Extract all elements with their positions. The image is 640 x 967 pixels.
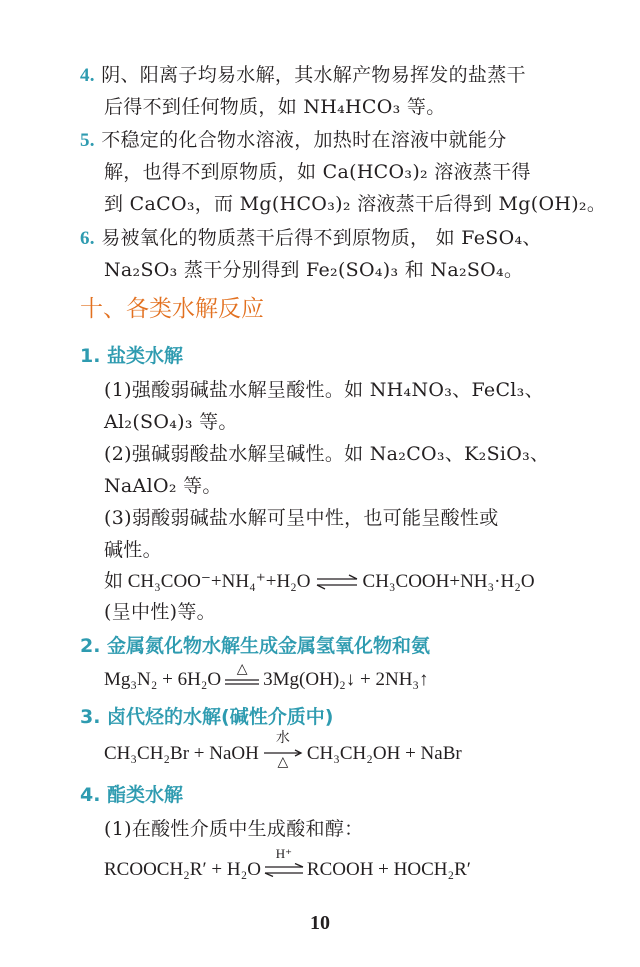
- sub1-equation: [104, 568, 535, 596]
- item-5-line-3: 到 CaCO₃，而 Mg(HCO₃)₂ 溶液蒸干后得到 Mg(OH)₂。: [104, 193, 607, 215]
- sub2-equation: [104, 662, 429, 694]
- sub3-equation: [104, 731, 462, 770]
- sub2-title: 2. 金属氮化物水解生成金属氢氧化物和氨: [80, 635, 431, 657]
- sub4-p1: (1)在酸性介质中生成酸和醇：: [104, 818, 364, 840]
- sub1-p2b: NaAlO₂ 等。: [104, 475, 222, 497]
- sub1-p2a: (2)强碱弱酸盐水解呈碱性。如 Na₂CO₃、K₂SiO₃、: [104, 443, 550, 465]
- sub3-eq-cond-bottom: △: [277, 755, 289, 770]
- equilibrium-arrow-icon: [264, 863, 304, 877]
- section-heading: 十、各类水解反应: [80, 296, 264, 322]
- item-4-line-1: [80, 62, 526, 89]
- sub1-eq-left: 如 CH₃COO⁻+NH₄⁺+H₂O: [104, 571, 311, 592]
- sub3-title: 3. 卤代烃的水解(碱性介质中): [80, 706, 334, 728]
- item-6-text-1: 易被氧化的物质蒸干后得不到原物质， 如 FeSO₄、: [101, 227, 542, 249]
- sub3-condition: [263, 731, 303, 770]
- item-6-line-1: [80, 225, 542, 252]
- sub4-eq-right: RCOOH + HOCH₂R′: [306, 859, 471, 880]
- sub1-p3a: (3)弱酸弱碱盐水解可呈中性，也可能呈酸性或: [104, 507, 499, 529]
- sub4-equation: [104, 846, 471, 884]
- sub1-title: 1. 盐类水解: [80, 345, 184, 367]
- sub4-eq-left: RCOOCH₂R′ + H₂O: [104, 859, 261, 880]
- sub3-eq-cond-top: 水: [275, 731, 290, 746]
- sub1-eq-right: CH₃COOH+NH₃·H₂O: [362, 571, 535, 592]
- item-4-number: 4.: [80, 65, 95, 86]
- equilibrium-arrow-icon: [315, 574, 359, 590]
- sub1-p1a: (1)强酸弱碱盐水解呈酸性。如 NH₄NO₃、FeCl₃、: [104, 379, 544, 401]
- sub1-p1b: Al₂(SO₄)₃ 等。: [104, 411, 238, 433]
- page-number: 10: [310, 912, 330, 934]
- sub3-eq-left: CH₃CH₂Br + NaOH: [104, 743, 259, 764]
- sub3-eq-right: CH₃CH₂OH + NaBr: [306, 743, 462, 764]
- sub2-eq-cond: △: [236, 662, 248, 677]
- item-4-line-2: 后得不到任何物质，如 NH₄HCO₃ 等。: [104, 96, 446, 118]
- equals-sign-icon: [224, 678, 260, 686]
- sub2-eq-left: Mg₃N₂ + 6H₂O: [104, 669, 222, 690]
- sub1-p3b: 碱性。: [104, 539, 162, 561]
- sub1-eq-note: (呈中性)等。: [104, 601, 216, 623]
- item-5-number: 5.: [80, 130, 95, 151]
- item-6-number: 6.: [80, 228, 95, 249]
- item-5-text-1: 不稳定的化合物水溶液，加热时在溶液中就能分: [101, 129, 507, 151]
- item-5-line-2: 解，也得不到原物质，如 Ca(HCO₃)₂ 溶液蒸干得: [104, 161, 531, 183]
- item-6-line-2: Na₂SO₃ 蒸干分别得到 Fe₂(SO₄)₃ 和 Na₂SO₄。: [104, 259, 524, 281]
- item-5-line-1: [80, 127, 507, 154]
- sub4-title: 4. 酯类水解: [80, 784, 184, 806]
- sub2-condition: [224, 662, 260, 694]
- sub2-eq-right: 3Mg(OH)₂↓ + 2NH₃↑: [263, 669, 429, 690]
- item-4-text-1: 阴、阳离子均易水解，其水解产物易挥发的盐蒸干: [101, 64, 526, 86]
- sub4-condition: [264, 846, 304, 884]
- sub4-eq-cond: H⁺: [275, 846, 293, 861]
